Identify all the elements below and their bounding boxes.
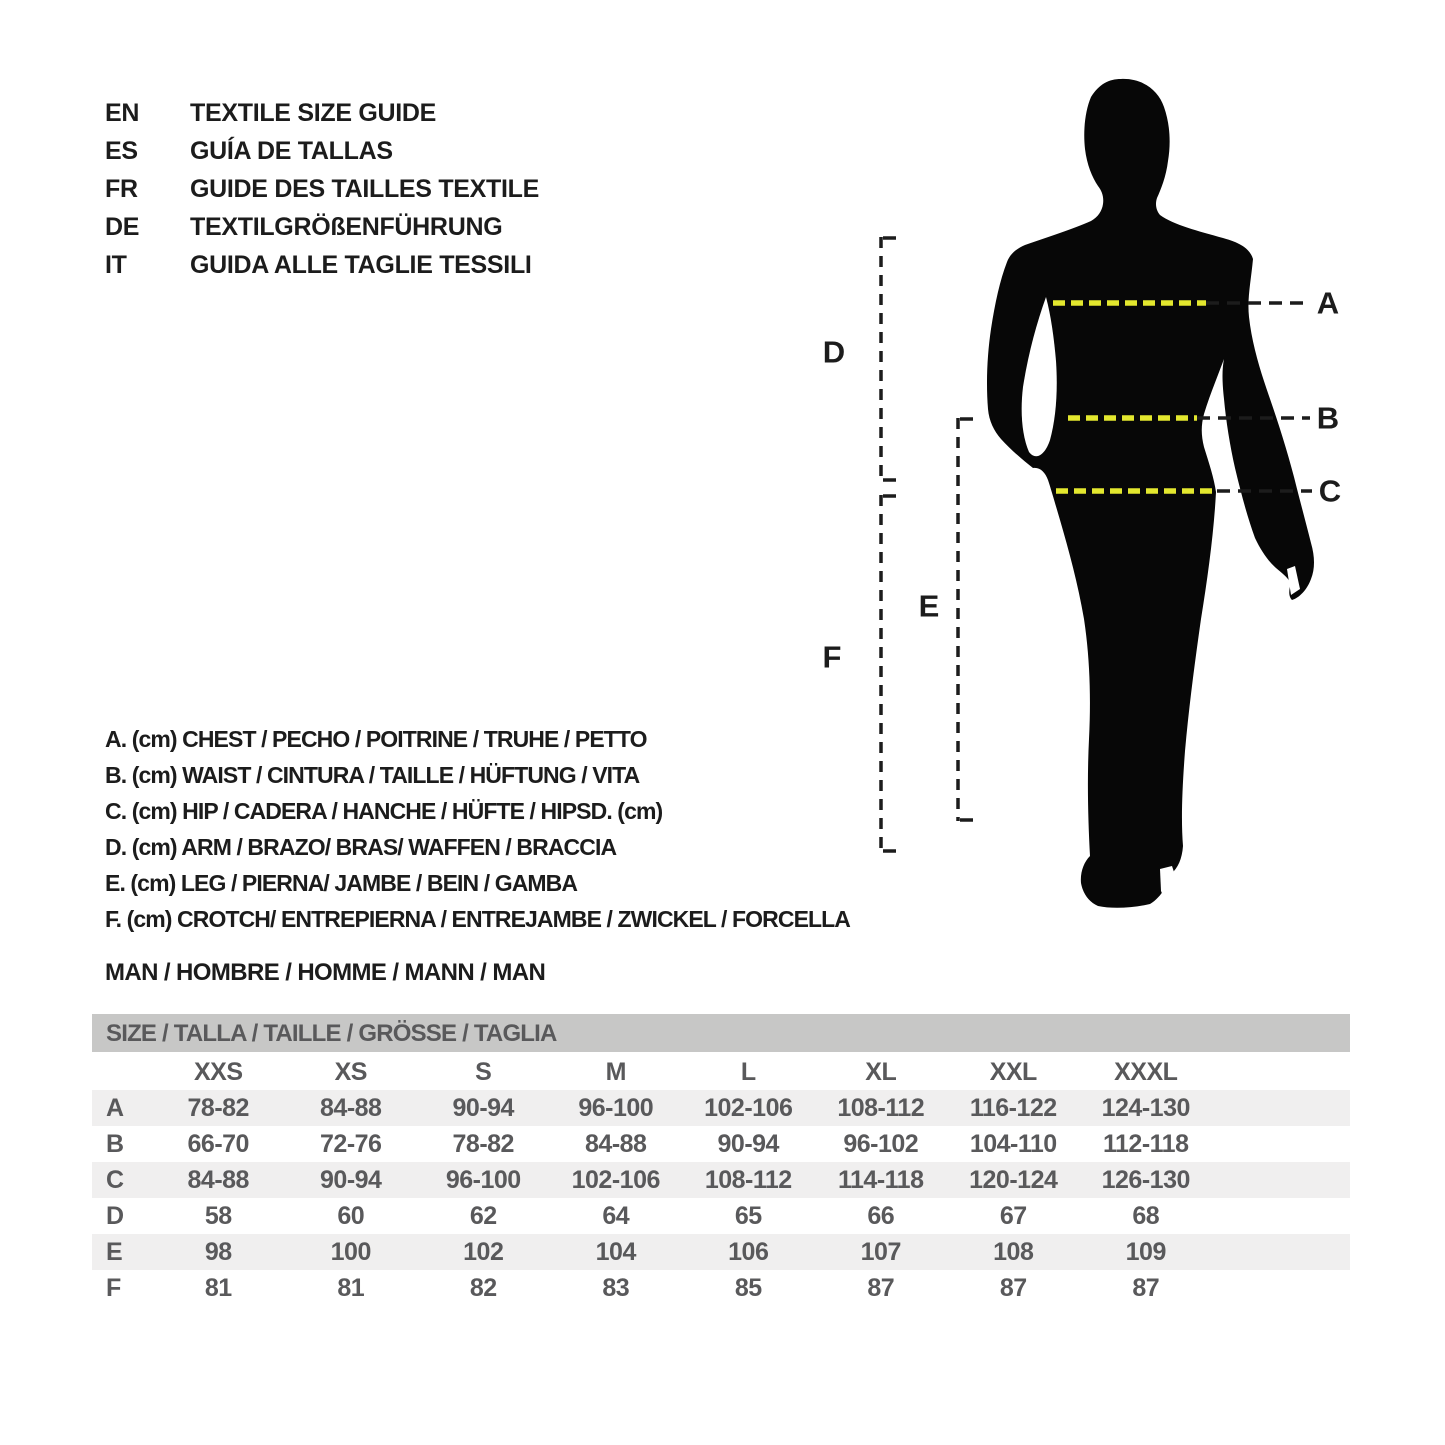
size-cell: 102 xyxy=(463,1238,504,1266)
language-code: DE xyxy=(105,213,140,241)
language-row xyxy=(105,208,539,246)
language-title: TEXTILGRÖßENFÜHRUNG xyxy=(190,213,503,241)
size-cell: 124-130 xyxy=(1101,1094,1190,1122)
figure-label-f: F xyxy=(822,639,842,675)
size-cell: 66-70 xyxy=(187,1130,249,1158)
size-cell: 78-82 xyxy=(452,1130,514,1158)
measurement-key-item: B. (cm) WAIST / CINTURA / TAILLE / HÜFTUNG / VITA xyxy=(105,762,640,788)
size-cell: 66 xyxy=(867,1202,895,1230)
feet-gap xyxy=(1160,866,1181,907)
size-cell: 108-112 xyxy=(837,1094,925,1122)
size-cell: 102-106 xyxy=(571,1166,660,1194)
size-cell: 58 xyxy=(204,1202,232,1230)
table-row-e xyxy=(92,1234,1350,1270)
size-cell: 87 xyxy=(999,1274,1027,1302)
size-cell: 126-130 xyxy=(1101,1166,1190,1194)
male-silhouette-diagram xyxy=(798,50,1362,950)
size-cell: 90-94 xyxy=(717,1130,779,1158)
size-cell: 83 xyxy=(602,1274,630,1302)
size-cell: 102-106 xyxy=(704,1094,793,1122)
size-cell: 108-112 xyxy=(704,1166,792,1194)
size-table-header: SIZE / TALLA / TAILLE / GRÖSSE / TAGLIA xyxy=(92,1014,1350,1052)
row-label: A xyxy=(106,1094,124,1122)
table-row-a xyxy=(92,1090,1350,1126)
measurement-key-item: D. (cm) ARM / BRAZO/ BRAS/ WAFFEN / BRACCIA xyxy=(105,834,617,860)
size-cell: 72-76 xyxy=(320,1130,382,1158)
size-cell: 112-118 xyxy=(1103,1130,1189,1158)
size-column-header: S xyxy=(475,1058,492,1086)
gender-line: MAN / HOMBRE / HOMME / MANN / MAN xyxy=(105,959,546,986)
size-cell: 87 xyxy=(1132,1274,1160,1302)
figure-label-e: E xyxy=(918,588,940,624)
language-row xyxy=(105,170,539,208)
row-label: C xyxy=(106,1166,124,1194)
size-cell: 108 xyxy=(993,1238,1034,1266)
size-cell: 81 xyxy=(204,1274,232,1302)
size-cell: 98 xyxy=(204,1238,232,1266)
figure-label-c: C xyxy=(1318,473,1342,509)
size-cell: 87 xyxy=(867,1274,895,1302)
size-cell: 67 xyxy=(999,1202,1027,1230)
language-title: GUÍA DE TALLAS xyxy=(190,137,393,165)
size-cell: 90-94 xyxy=(320,1166,382,1194)
size-column-header: XXS xyxy=(193,1058,243,1086)
size-column-header: M xyxy=(605,1058,626,1086)
size-header-row xyxy=(92,1052,1350,1090)
language-code: IT xyxy=(105,251,127,279)
size-cell: 60 xyxy=(337,1202,365,1230)
size-cell: 64 xyxy=(602,1202,630,1230)
size-cell: 114-118 xyxy=(838,1166,924,1194)
table-row-b xyxy=(92,1126,1350,1162)
size-cell: 82 xyxy=(469,1274,497,1302)
measurement-key-item: A. (cm) CHEST / PECHO / POITRINE / TRUHE / PETTO xyxy=(105,726,647,752)
size-cell: 104 xyxy=(595,1238,636,1266)
size-cell: 65 xyxy=(734,1202,762,1230)
size-cell: 62 xyxy=(469,1202,497,1230)
size-cell: 68 xyxy=(1132,1202,1160,1230)
row-label: E xyxy=(106,1238,123,1266)
table-row-f xyxy=(92,1270,1350,1306)
measurement-key-item: F. (cm) CROTCH/ ENTREPIERNA / ENTREJAMBE / ZWICKEL / FORCELLA xyxy=(105,906,851,932)
language-row xyxy=(105,246,539,284)
language-row xyxy=(105,94,539,132)
figure-label-d: D xyxy=(822,334,846,370)
size-cell: 81 xyxy=(337,1274,365,1302)
language-title: TEXTILE SIZE GUIDE xyxy=(190,99,437,127)
figure-label-a: A xyxy=(1316,285,1340,321)
row-label: D xyxy=(106,1202,124,1230)
figure-label-b: B xyxy=(1316,400,1340,436)
row-label: F xyxy=(106,1274,121,1302)
size-cell: 120-124 xyxy=(969,1166,1058,1194)
size-table xyxy=(92,1014,1350,1306)
size-cell: 100 xyxy=(330,1238,371,1266)
size-cell: 96-100 xyxy=(578,1094,654,1122)
size-cell: 107 xyxy=(860,1238,901,1266)
table-row-c xyxy=(92,1162,1350,1198)
language-row xyxy=(105,132,539,170)
size-cell: 104-110 xyxy=(969,1130,1057,1158)
size-column-header: XL xyxy=(865,1058,897,1086)
measurement-key-item: E. (cm) LEG / PIERNA/ JAMBE / BEIN / GAMBA xyxy=(105,870,578,896)
language-title: GUIDA ALLE TAGLIE TESSILI xyxy=(190,251,532,279)
language-code: FR xyxy=(105,175,138,203)
size-cell: 84-88 xyxy=(320,1094,382,1122)
measurement-key-item: C. (cm) HIP / CADERA / HANCHE / HÜFTE / HIPSD. (cm) xyxy=(105,798,663,824)
size-cell: 96-102 xyxy=(843,1130,919,1158)
size-column-header: XXL xyxy=(989,1058,1037,1086)
size-cell: 84-88 xyxy=(187,1166,249,1194)
size-column-header: XXXL xyxy=(1114,1058,1178,1086)
measurement-key xyxy=(105,721,850,937)
size-cell: 106 xyxy=(728,1238,769,1266)
size-cell: 78-82 xyxy=(187,1094,249,1122)
size-cell: 96-100 xyxy=(445,1166,521,1194)
language-title-block xyxy=(105,94,539,284)
size-cell: 90-94 xyxy=(452,1094,514,1122)
size-cell: 84-88 xyxy=(585,1130,647,1158)
size-header-spacer xyxy=(92,1052,152,1090)
size-cell: 85 xyxy=(734,1274,762,1302)
language-code: EN xyxy=(105,99,140,127)
size-cell: 109 xyxy=(1125,1238,1166,1266)
language-title: GUIDE DES TAILLES TEXTILE xyxy=(190,175,540,203)
size-column-header: XS xyxy=(334,1058,367,1086)
row-label: B xyxy=(106,1130,124,1158)
table-row-d xyxy=(92,1198,1350,1234)
size-column-header: L xyxy=(740,1058,756,1086)
language-code: ES xyxy=(105,137,138,165)
size-cell: 116-122 xyxy=(969,1094,1057,1122)
